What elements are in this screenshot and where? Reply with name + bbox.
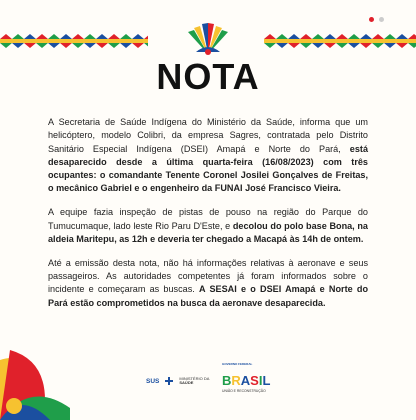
- paragraph-3-bold: A SESAI e o DSEI Amapá e Norte do Pará estão comprometidos na busca da aeronave desaparecida.: [48, 284, 368, 308]
- band-triangle: [276, 43, 288, 48]
- carousel-dot[interactable]: [379, 17, 384, 22]
- band-triangle: [72, 34, 84, 39]
- feather-crest-icon: [178, 22, 238, 58]
- band-triangle: [24, 43, 36, 48]
- page-title: NOTA: [156, 56, 260, 97]
- brasil-wordmark: BRASIL: [222, 373, 271, 388]
- band-triangle: [120, 34, 132, 39]
- band-triangle: [288, 34, 300, 39]
- band-triangle: [312, 43, 324, 48]
- paragraph-1: [48, 116, 368, 196]
- band-triangle: [120, 43, 132, 48]
- band-triangle: [144, 34, 148, 39]
- band-triangle: [300, 34, 312, 39]
- band-triangle: [84, 43, 96, 48]
- band-triangle: [0, 34, 12, 39]
- band-triangle: [24, 34, 36, 39]
- band-triangle: [372, 43, 384, 48]
- band-triangle: [36, 34, 48, 39]
- band-triangle: [48, 34, 60, 39]
- band-triangle: [348, 34, 360, 39]
- band-triangle: [96, 34, 108, 39]
- band-triangle: [264, 43, 276, 48]
- band-triangle: [36, 43, 48, 48]
- band-triangle: [144, 43, 148, 48]
- band-triangle: [336, 34, 348, 39]
- ministry-logo: [179, 377, 209, 386]
- band-triangle: [300, 43, 312, 48]
- band-triangle: [84, 34, 96, 39]
- band-triangle: [108, 43, 120, 48]
- band-triangle: [60, 43, 72, 48]
- brasil-logo: [222, 365, 274, 395]
- paragraph-3-text: Até a emissão desta nota, não há informações relativas à aeronave e seus passageiros. As autoridades competentes já foram informados sobre o incidente e começaram as buscas.: [48, 257, 368, 295]
- nota-body: [48, 116, 368, 320]
- band-triangle: [312, 34, 324, 39]
- ministry-line-2: SAÚDE: [179, 380, 194, 385]
- band-triangle: [12, 34, 24, 39]
- band-triangle: [408, 34, 416, 39]
- band-triangle: [108, 34, 120, 39]
- band-triangle: [384, 43, 396, 48]
- band-triangle: [384, 34, 396, 39]
- band-triangle: [96, 43, 108, 48]
- paragraph-2: [48, 206, 368, 246]
- band-triangle: [48, 43, 60, 48]
- band-triangle: [324, 34, 336, 39]
- band-triangle: [360, 43, 372, 48]
- band-triangle: [396, 43, 408, 48]
- paragraph-1-text: A Secretaria de Saúde Indígena do Ministério da Saúde, informa que um helicóptero, modelo Colibri, da empresa Sagres, contratada pelo Distrito Sanitário Especial Indígena (DSEI) Amapá e Norte do Pará,: [48, 117, 368, 154]
- band-triangle: [396, 34, 408, 39]
- decorative-flower-icon: [0, 320, 80, 420]
- band-triangle: [372, 34, 384, 39]
- band-triangle: [288, 43, 300, 48]
- decorative-band-right: [264, 34, 416, 48]
- paragraph-2-bold: decolou do polo base Bona, na aldeia Maritepu, as 12h e deveria ter chegado a Macapá às 14h de ontem.: [48, 220, 368, 244]
- paragraph-1-bold: está desaparecido desde a última quarta-feira (16/08/2023) com três ocupantes: o comandante Tenente Coronel Josilei Gonçalves de Freitas, o mecânico Gabriel e o engenheiro da FUNAI José Francisco Vieira.: [48, 143, 368, 194]
- band-triangle: [12, 43, 24, 48]
- band-triangle: [132, 43, 144, 48]
- band-triangle: [0, 43, 12, 48]
- band-triangle: [360, 34, 372, 39]
- paragraph-3: [48, 257, 368, 310]
- paragraph-2-text: A equipe fazia inspeção de pistas de pouso na região do Parque do Tumucumaque, lado leste Rio Paru D'Este, e: [48, 207, 368, 231]
- band-triangle: [132, 34, 144, 39]
- band-triangle: [60, 34, 72, 39]
- sus-logo: SUS: [146, 377, 160, 385]
- carousel-dot-active[interactable]: [369, 17, 374, 22]
- ministry-line-1: MINISTÉRIO DA: [179, 375, 210, 381]
- carousel-dots[interactable]: [369, 17, 384, 22]
- governo-federal-label: GOVERNO FEDERAL: [222, 362, 253, 366]
- band-triangle: [264, 34, 276, 39]
- band-triangle: [324, 43, 336, 48]
- band-triangle: [276, 34, 288, 39]
- brasil-slogan: UNIÃO E RECONSTRUÇÃO: [222, 389, 266, 393]
- band-triangle: [408, 43, 416, 48]
- band-triangle: [336, 43, 348, 48]
- decorative-band-left: [0, 34, 148, 48]
- cross-icon: [165, 377, 173, 385]
- band-triangle: [72, 43, 84, 48]
- band-triangle: [348, 43, 360, 48]
